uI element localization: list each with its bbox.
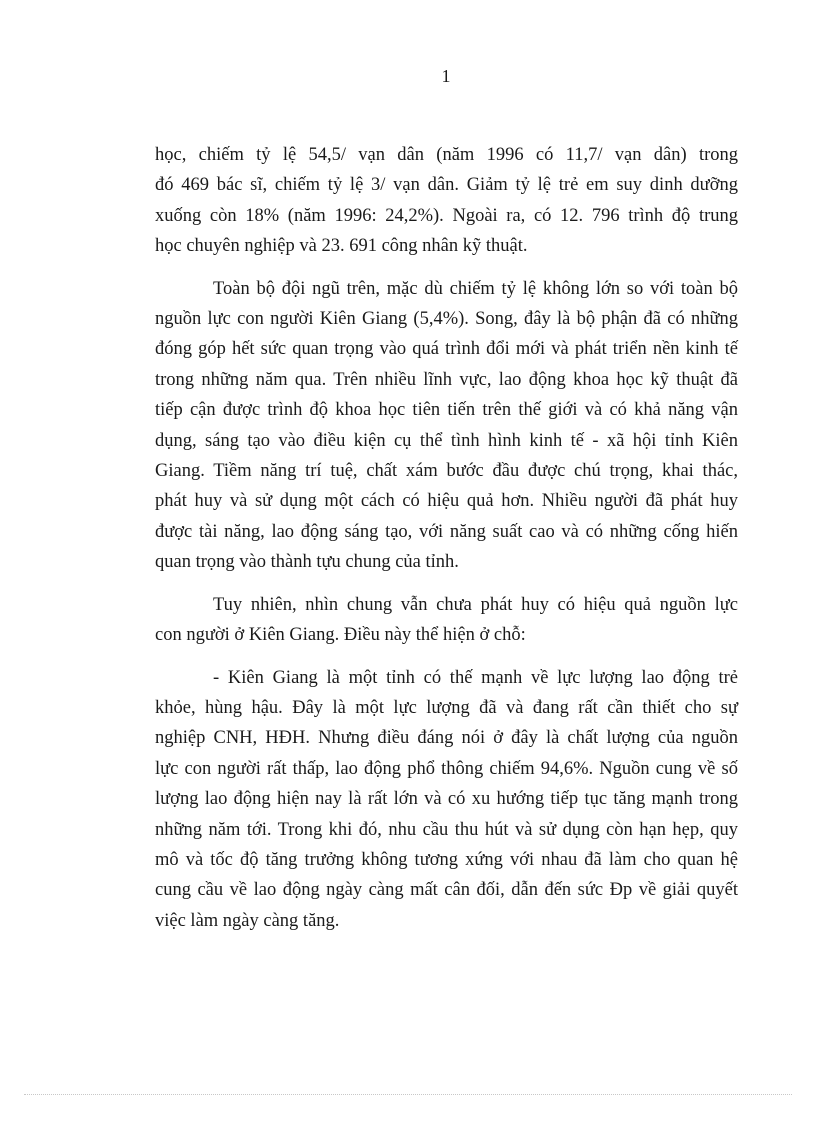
text-line: con người ở Kiên Giang. Điều này thể hiện ở chỗ: <box>155 625 526 646</box>
text-line: lượng lao động hiện nay là rất lớn và có xu hướng tiếp tục tăng mạnh trong <box>155 789 738 810</box>
text-line: quan trọng vào thành tựu chung của tỉnh. <box>155 552 459 573</box>
text-line: Toàn bộ đội ngũ trên, mặc dù chiếm tỷ lệ không lớn so với toàn bộ <box>213 278 738 299</box>
paragraph-3 <box>155 590 738 651</box>
text-line: học, chiếm tỷ lệ 54,5/ vạn dân (năm 1996 có 11,7/ vạn dân) trong <box>155 145 738 165</box>
text-line: những năm tới. Trong khi đó, nhu cầu thu hút và sử dụng còn hạn hẹp, quy <box>155 819 738 840</box>
text-line: dụng, sáng tạo vào điều kiện cụ thể tình hình kinh tế - xã hội tỉnh Kiên <box>155 430 738 451</box>
paragraph-1 <box>155 140 738 262</box>
text-line: đóng góp hết sức quan trọng vào quá trình đổi mới và phát triển nền kinh tế <box>155 339 738 360</box>
text-line: lực con người rất thấp, lao động phổ thông chiếm 94,6%. Nguồn cung về số <box>155 758 738 779</box>
text-line: mô và tốc độ tăng trưởng không tương xứng với nhau đã làm cho quan hệ <box>155 849 738 870</box>
text-line: học chuyên nghiệp và 23. 691 công nhân kỹ thuật. <box>155 236 528 257</box>
paragraph-2 <box>155 274 738 578</box>
text-line: Giang. Tiềm năng trí tuệ, chất xám bước đầu được chú trọng, khai thác, <box>155 461 738 482</box>
page-number: 1 <box>441 66 451 86</box>
text-line: cung cầu về lao động ngày càng mất cân đối, dẫn đến sức Đp về giải quyết <box>155 880 738 901</box>
text-line: khỏe, hùng hậu. Đây là một lực lượng đã và đang rất cần thiết cho sự <box>155 697 738 718</box>
paragraph-4 <box>155 663 738 937</box>
footer-divider <box>24 1094 792 1095</box>
document-body <box>155 140 738 948</box>
text-line: việc làm ngày càng tăng. <box>155 910 340 931</box>
text-line: nguồn lực con người Kiên Giang (5,4%). Song, đây là bộ phận đã có những <box>155 309 738 330</box>
text-line: đó 469 bác sĩ, chiếm tỷ lệ 3/ vạn dân. Giảm tỷ lệ trẻ em suy dinh dưỡng <box>155 175 738 196</box>
text-line: xuống còn 18% (năm 1996: 24,2%). Ngoài ra, có 12. 796 trình độ trung <box>155 205 738 226</box>
text-line: trong những năm qua. Trên nhiều lĩnh vực, lao động khoa học kỹ thuật đã <box>155 369 738 390</box>
text-line: tiếp cận được trình độ khoa học tiên tiến trên thế giới và có khả năng vận <box>155 400 738 421</box>
text-line: phát huy và sử dụng một cách có hiệu quả hơn. Nhiều người đã phát huy <box>155 491 738 512</box>
text-line: - Kiên Giang là một tỉnh có thế mạnh về lực lượng lao động trẻ <box>213 667 738 688</box>
text-line: Tuy nhiên, nhìn chung vẫn chưa phát huy có hiệu quả nguồn lực <box>213 594 738 615</box>
text-line: nghiệp CNH, HĐH. Nhưng điều đáng nói ở đây là chất lượng của nguồn <box>155 728 738 749</box>
text-line: được tài năng, lao động sáng tạo, với năng suất cao và có những cống hiến <box>155 521 738 542</box>
